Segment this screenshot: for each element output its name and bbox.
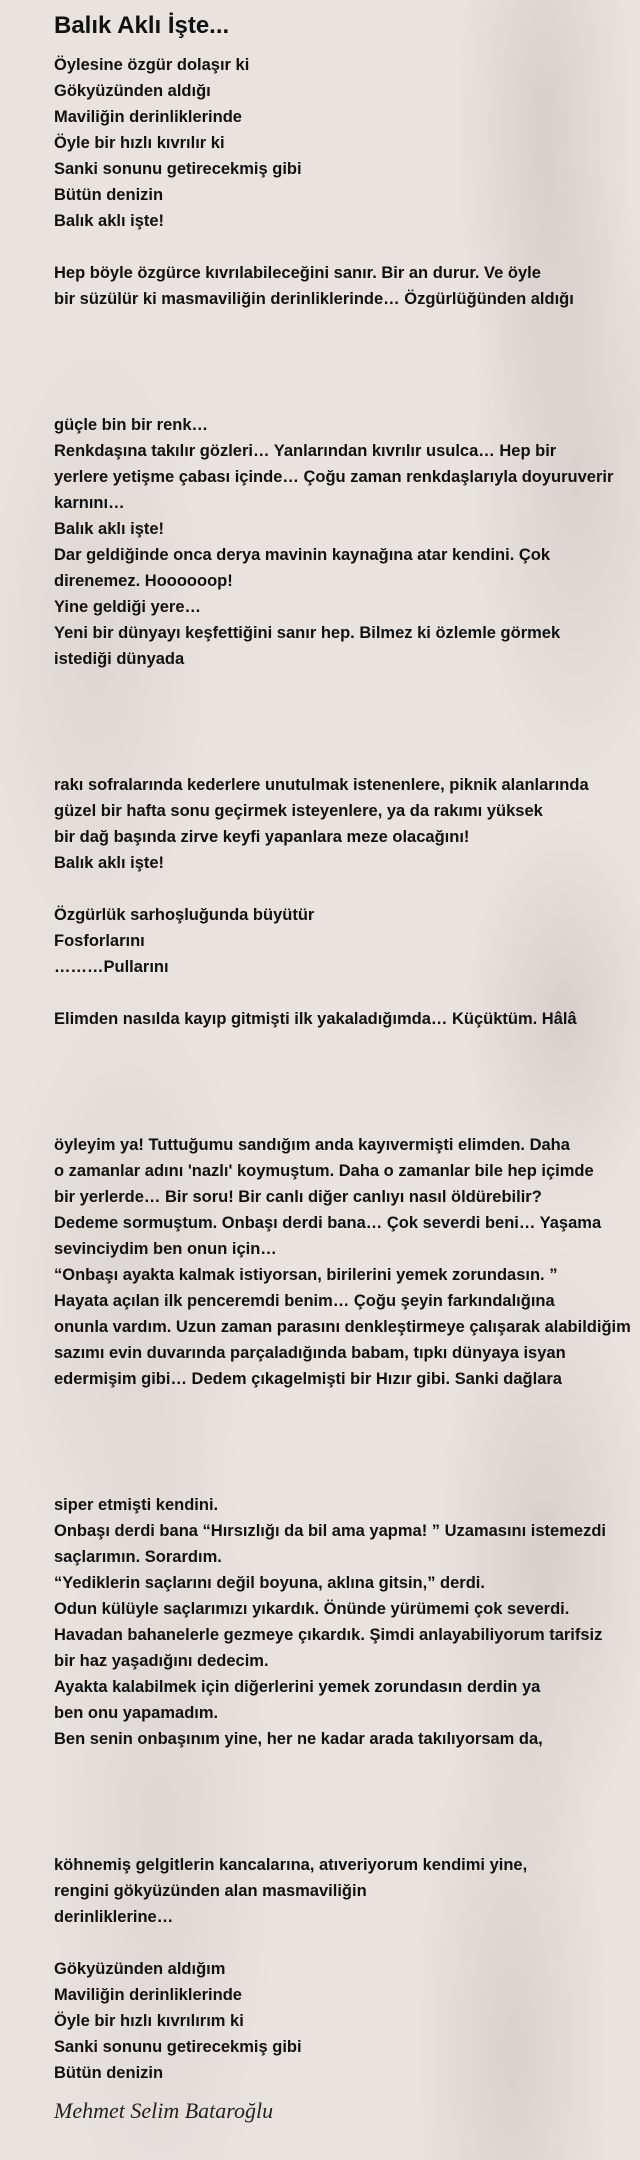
poem-line: “Yediklerin saçlarını değil boyuna, aklına gitsin,” derdi. (54, 1574, 485, 1592)
poem-line: güçle bin bir renk… (54, 416, 209, 434)
stanza-break (54, 234, 624, 260)
poem-line: karnını… (54, 494, 125, 512)
poem-line: Yine geldiği yere… (54, 598, 202, 616)
poem-line: Bütün denizin (54, 186, 164, 204)
poem-line: Hayata açılan ilk penceremdi benim… Çoğu şeyin farkındalığına (54, 1292, 555, 1310)
poem-line: bir yerlerde… Bir soru! Bir canlı diğer canlıyı nasıl öldürebilir? (54, 1188, 542, 1206)
poem-line: öyleyim ya! Tuttuğumu sandığım anda kayıvermişti elimden. Daha (54, 1136, 570, 1154)
poem-line: Özgürlük sarhoşluğunda büyütür (54, 906, 315, 924)
poem-line: derinliklerine… (54, 1908, 174, 1926)
poem-line: saçlarımın. Sorardım. (54, 1548, 222, 1566)
poem-line: siper etmişti kendini. (54, 1496, 219, 1514)
poem-line: direnemez. Hoooooop! (54, 572, 233, 590)
poem-line: edermişim gibi… Dedem çıkagelmişti bir Hızır gibi. Sanki dağlara (54, 1370, 562, 1388)
poem-line: Fosforlarını (54, 932, 145, 950)
stanza-break (54, 1930, 624, 1956)
poem-line: Balık aklı işte! (54, 212, 165, 230)
poem-line: Bütün denizin (54, 2064, 164, 2082)
poem-line: istediği dünyada (54, 650, 185, 668)
poem-line: onunla vardım. Uzun zaman parasını denkleştirmeye çalışarak alabildiğim (54, 1318, 631, 1336)
section-gap (54, 1752, 624, 1852)
poem-line: Öylesine özgür dolaşır ki (54, 56, 250, 74)
poem-body (54, 52, 631, 2086)
poem-line: yerlere yetişme çabası içinde… Çoğu zaman renkdaşlarıyla doyuruverir (54, 468, 614, 486)
poem-line: Ben senin onbaşınım yine, her ne kadar arada takılıyorsam da, (54, 1730, 543, 1748)
poem-line: ………Pullarını (54, 958, 169, 976)
poem-line: Yeni bir dünyayı keşfettiğini sanır hep. Bilmez ki özlemle görmek (54, 624, 561, 642)
poem-line: ben onu yapamadım. (54, 1704, 219, 1722)
poem-line: Sanki sonunu getirecekmiş gibi (54, 2038, 302, 2056)
poem-line: Balık aklı işte! (54, 520, 165, 538)
poem-line: rakı sofralarında kederlere unutulmak istenenlere, piknik alanlarında (54, 776, 589, 794)
poem-line: güzel bir hafta sonu geçirmek isteyenlere, ya da rakımı yüksek (54, 802, 543, 820)
poem-title: Balık Aklı İşte... (54, 12, 230, 39)
poem-line: rengini gökyüzünden alan masmaviliğin (54, 1882, 367, 1900)
poem-line: Renkdaşına takılır gözleri… Yanlarından kıvrılır usulca… Hep bir (54, 442, 557, 460)
poem-line: Maviliğin derinliklerinde (54, 1986, 242, 2004)
poem-line: “Onbaşı ayakta kalmak istiyorsan, birilerini yemek zorundasın. ” (54, 1266, 558, 1284)
poem-line: o zamanlar adını 'nazlı' koymuştum. Daha o zamanlar bile hep içimde (54, 1162, 594, 1180)
poem-line: Balık aklı işte! (54, 854, 165, 872)
section-gap (54, 312, 624, 412)
poem-line: bir dağ başında zirve keyfi yapanlara meze olacağını! (54, 828, 470, 846)
poem-line: Elimden nasılda kayıp gitmişti ilk yakaladığımda… Küçüktüm. Hâlâ (54, 1010, 577, 1028)
poem-line: bir haz yaşadığını dedecim. (54, 1652, 269, 1670)
poem-line: Öyle bir hızlı kıvrılırım ki (54, 2012, 244, 2030)
section-gap (54, 672, 624, 772)
poem-line: Havadan bahanelerle gezmeye çıkardık. Şimdi anlayabiliyorum tarifsiz (54, 1626, 603, 1644)
poem-line: Dedeme sormuştum. Onbaşı derdi bana… Çok severdi beni… Yaşama (54, 1214, 602, 1232)
stanza-break (54, 876, 624, 902)
poem-line: Maviliğin derinliklerinde (54, 108, 242, 126)
poem-line: Odun külüyle saçlarımızı yıkardık. Önünde yürümemi çok severdi. (54, 1600, 570, 1618)
poem-line: Onbaşı derdi bana “Hırsızlığı da bil ama yapma! ” Uzamasını istemezdi (54, 1522, 606, 1540)
poem-line: Sanki sonunu getirecekmiş gibi (54, 160, 302, 178)
stanza-break (54, 980, 624, 1006)
section-gap (54, 1032, 624, 1132)
poem-line: Gökyüzünden aldığı (54, 82, 211, 100)
poem-line: köhnemiş gelgitlerin kancalarına, atıveriyorum kendimi yine, (54, 1856, 528, 1874)
poem-line: Hep böyle özgürce kıvrılabileceğini sanır. Bir an durur. Ve öyle (54, 264, 541, 282)
poem-line: Dar geldiğinde onca derya mavinin kaynağına atar kendini. Çok (54, 546, 551, 564)
author-name: Mehmet Selim Bataroğlu (54, 2098, 274, 2123)
poem-line: sevinciydim ben onun için… (54, 1240, 277, 1258)
poem-line: sazımı evin duvarında parçaladığında babam, tıpkı dünyaya isyan (54, 1344, 566, 1362)
poem-line: Gökyüzünden aldığım (54, 1960, 226, 1978)
poem-line: Ayakta kalabilmek için diğerlerini yemek zorundasın derdin ya (54, 1678, 541, 1696)
poem-line: Öyle bir hızlı kıvrılır ki (54, 134, 225, 152)
poem-line: bir süzülür ki masmaviliğin derinliklerinde… Özgürlüğünden aldığı (54, 290, 574, 308)
section-gap (54, 1392, 624, 1492)
